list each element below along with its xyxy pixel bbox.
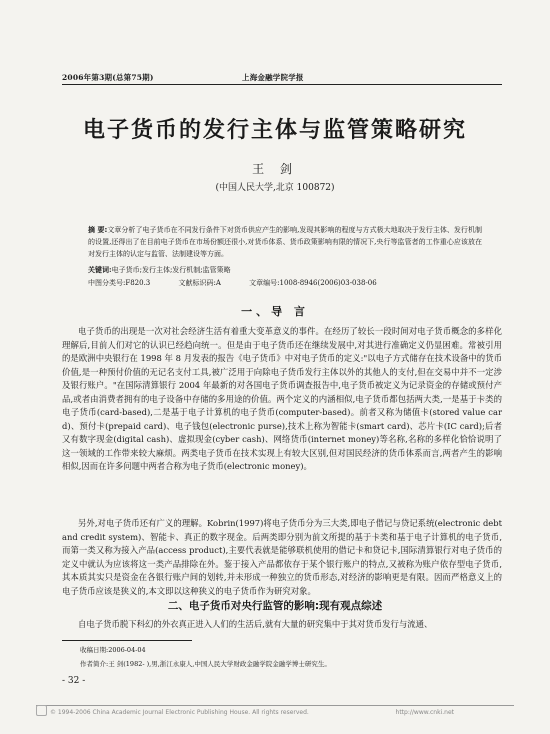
section-heading-introduction: 一、导 言 — [241, 305, 309, 318]
keywords-label: 关键词: — [88, 265, 112, 274]
article-title: 电子货币的发行主体与监管策略研究 — [82, 118, 467, 143]
abstract — [88, 224, 482, 260]
footnote-received-date: 收稿日期:2006-04-04 — [80, 646, 146, 654]
clc-number: 中图分类号:F820.3 — [88, 279, 151, 287]
header-rule — [62, 84, 502, 85]
abstract-text: 文章分析了电子货币在不同发行条件下对货币供应产生的影响,发现其影响的程度与方式极大地取决于发行主体、发行机制的设置,还得出了在目前电子货币在市场份额还很小,对货币体系、货币政策影响有限的情况下,央行等监管者的工作重心应该放在对发行主体的认定与监管、法制建设等方面。 — [88, 226, 482, 258]
cnki-url: http://www.cnki.net — [395, 709, 454, 716]
journal-name: 上海金融学院学报 — [242, 73, 304, 82]
abstract-label: 摘 要: — [88, 226, 108, 234]
author-affiliation: (中国人民大学,北京 100872) — [215, 183, 335, 193]
keywords — [88, 265, 482, 275]
section-heading-literature-review: 二、电子货币对央行监管的影响:现有观点综述 — [167, 600, 383, 612]
copyright-watermark — [36, 709, 514, 716]
footnote-rule — [62, 640, 192, 641]
footer-rule — [36, 705, 514, 706]
copyright-text: © 1994-2006 China Academic Journal Electronic Publishing House. All rights reserved. — [50, 709, 309, 716]
author-name: 王 剑 — [252, 162, 298, 176]
footnote-author-bio: 作者简介:王 剑(1982- ),男,浙江永康人,中国人民大学财政金融学院金融学博士研究生。 — [80, 660, 331, 668]
body-paragraph: 另外,对电子货币还有广义的理解。Kobrin(1997)将电子货币分为三大类,即电子借记与贷记系统(electronic debt and credit system)、智能卡、真正的数字现金。后两类即分别为前文所提的基于卡类和基于电子计算机的电子货币,而第一类又称为接入产品(access product),主要代表就是能够联机使用的借记卡和贷记卡,国际清算银行对电子货币的定义中就认为应该将这一类产品排除在外。鉴于接入产品都依存于某个银行账户的特点,又被称为账户依存型电子货币,其本质其实只是资金在各银行账户间的划转,并未形成一种独立的货币形态,对经济的影响更是有限。因而严格意义上的电子货币应该是狭义的,本文即以这种狭义的电子货币作为研究对象。 — [62, 518, 502, 596]
issue-info: 2006年第3期(总第75期) — [62, 73, 154, 82]
keywords-text: 电子货币;发行主体;发行机制;监管策略 — [111, 266, 231, 274]
body-paragraph: 自电子货币脱下科幻的外衣真正进入人们的生活后,就有大量的研究集中于其对货币发行与流通、 — [78, 619, 433, 629]
classification-line — [88, 278, 490, 288]
document-code: 文献标识码:A — [178, 279, 221, 287]
page-number: - 32 - — [62, 676, 86, 686]
article-number: 文章编号:1008-8946(2006)03-038-06 — [249, 279, 377, 287]
body-paragraph: 电子货币的出现是一次对社会经济生活有着重大变革意义的事件。在经历了较长一段时间对电子货币概念的多样化理解后,目前人们对它的认识已经趋向统一。但是由于电子货币还在继续发展中,对其进行准确定义仍显困难。常被引用的是欧洲中央银行在 1998 年 8 月发表的报告《电子货币》中对电子货币的定义:"以电子方式储存在技术设备中的货币价值,是一种预付价值的无记名支付工具,被广泛用于向除电子货币发行主体以外的其他人的支付,但在交易中并不一定涉及银行账户。"在国际清算银行 2004 年最新的对各国电子货币调查报告中,电子货币被定义为记录资金的存储或预付产品,或者由消费者拥有的电子设备中存储的多用途的价值。两个定义的内涵相似,电子货币都包括两大类,一是基于卡类的电子货币(card-based),二是基于电子计算机的电子货币(computer-based)。前者又称为储值卡(stored value card)、预付卡(prepaid card)、电子钱包(electronic purse),技术上称为智能卡(smart card)、芯片卡(IC card);后者又有数字现金(digital cash)、虚拟现金(cyber cash)、网络货币(internet money)等名称,名称的多样化恰恰说明了这一领域的工作带来较大麻烦。两类电子货币在技术实现上有较大区别,但对国民经济的货币体系而言,两者产生的影响相似,因而在许多问题中两者合称为电子货币(electronic money)。 — [62, 326, 502, 471]
